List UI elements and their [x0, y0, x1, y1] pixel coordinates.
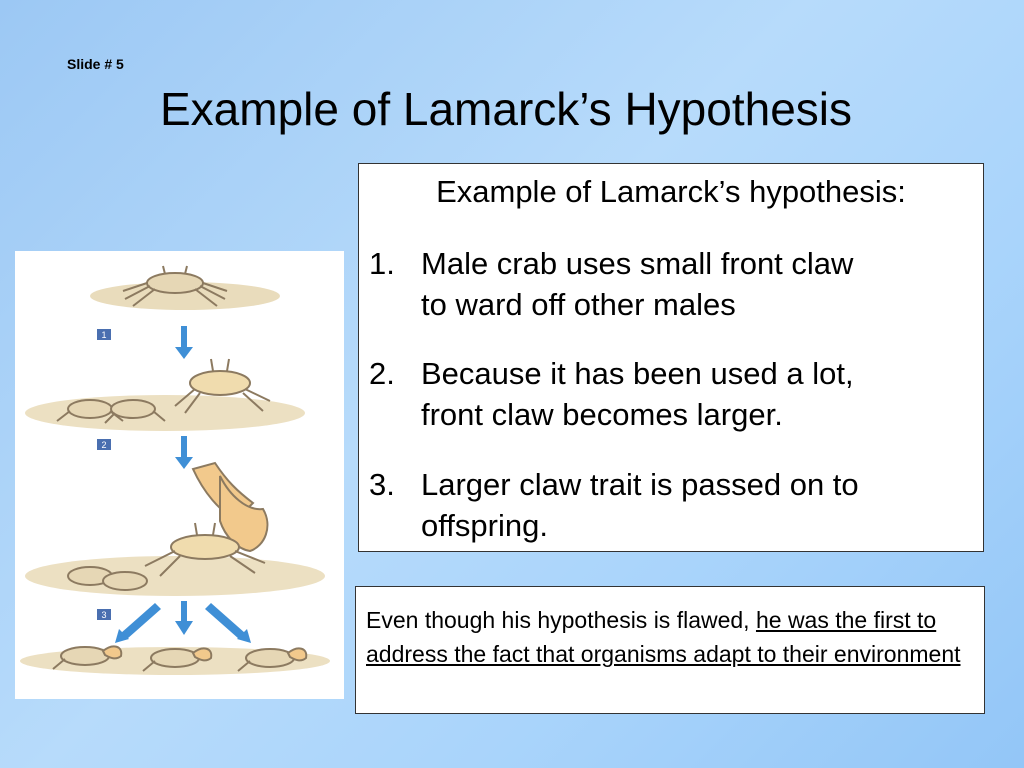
list-text [421, 353, 981, 435]
hypothesis-box [358, 163, 984, 552]
arrow-right-3 [205, 603, 251, 643]
list-text-line: Male crab uses small front claw [421, 246, 854, 281]
crab-illustration [15, 251, 344, 699]
list-text-line: offspring. [421, 508, 548, 543]
note-underlined-text: he was the first to address the fact that organisms adapt to their environment [366, 607, 961, 667]
note-box [355, 586, 985, 714]
list-number: 2. [369, 356, 395, 391]
step-label-2: 2 [101, 440, 107, 450]
list-number: 1. [369, 246, 395, 281]
slide-number: Slide # 5 [67, 56, 124, 72]
list-text [421, 464, 981, 546]
arrow-down-2 [175, 436, 193, 469]
list-text-line: to ward off other males [421, 287, 736, 322]
slide-title: Example of Lamarck’s Hypothesis [160, 83, 852, 135]
step-label-1: 1 [101, 330, 107, 340]
note-text: Even though his hypothesis is flawed, [366, 607, 756, 633]
step-label-3: 3 [101, 610, 107, 620]
list-text-line: front claw becomes larger. [421, 397, 783, 432]
crab-illustration-svg [15, 251, 344, 699]
list-text-line: Larger claw trait is passed on to [421, 467, 859, 502]
hypothesis-heading: Example of Lamarck’s hypothesis: [436, 174, 906, 209]
list-text-line: Because it has been used a lot, [421, 356, 854, 391]
list-number: 3. [369, 467, 395, 502]
arrow-down-3 [175, 601, 193, 635]
arrow-down-1 [175, 326, 193, 359]
list-text [421, 243, 981, 325]
arrow-left-3 [115, 603, 161, 643]
